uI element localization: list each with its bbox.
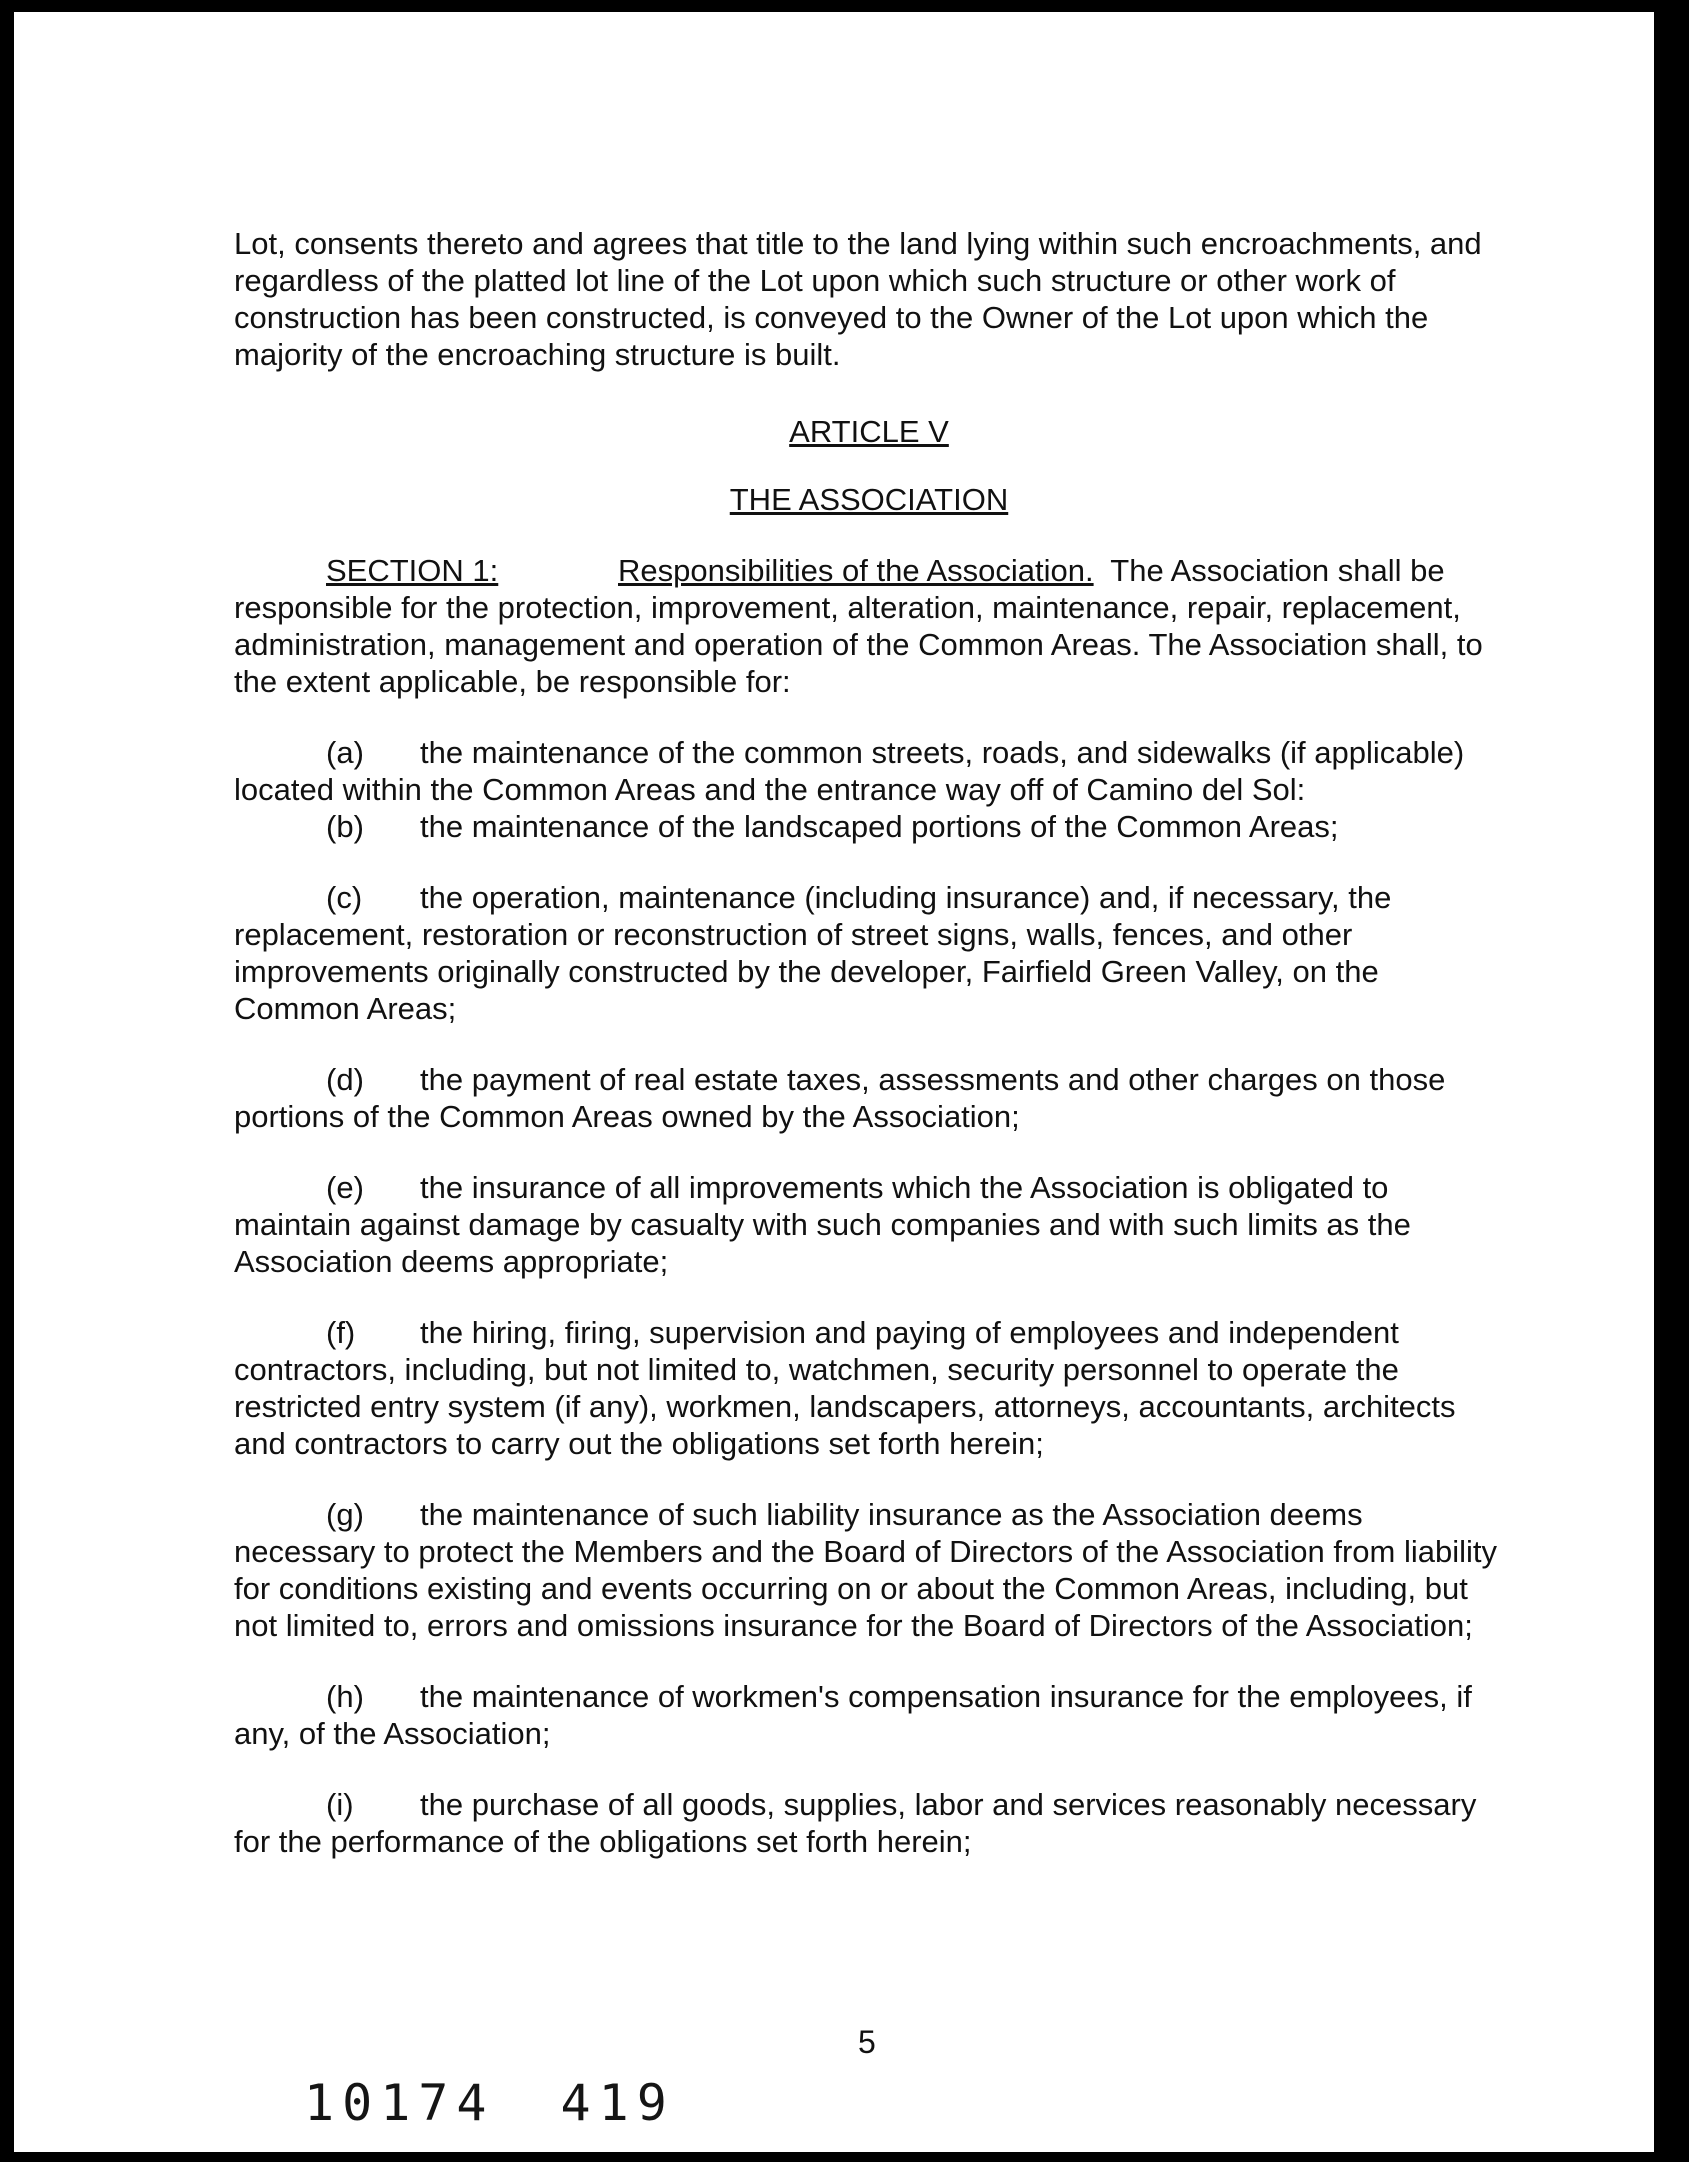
item-text: the maintenance of the landscaped portions of the Common Areas; — [420, 809, 1339, 844]
section-title: Responsibilities of the Association. — [618, 553, 1094, 588]
item-text: the purchase of all goods, supplies, labor and services reasonably necessary for the performance of the obligations set forth herein; — [234, 1787, 1477, 1859]
list-item-f — [234, 1314, 1504, 1462]
list-item-b — [234, 808, 1504, 845]
document-page — [14, 12, 1654, 2152]
page-number: 5 — [858, 2024, 876, 2060]
item-label: (g) — [326, 1497, 364, 1532]
list-item-a — [234, 734, 1504, 808]
handwritten-book-number: 10174 — [304, 2074, 495, 2132]
item-label: (h) — [326, 1679, 364, 1714]
item-label: (c) — [326, 880, 363, 915]
section-number: SECTION 1: — [326, 553, 499, 588]
item-text: the maintenance of the common streets, roads, and sidewalks (if applicable) located within the Common Areas and the entrance way off of Camino del Sol: — [234, 735, 1465, 807]
list-item-i — [234, 1786, 1504, 1860]
item-text: the maintenance of such liability insurance as the Association deems necessary to protect the Members and the Board of Directors of the Association from liability for conditions existing and events occurring on or about the Common Areas, including, but not limited to, errors and omissions insurance for the Board of Directors of the Association; — [234, 1497, 1497, 1643]
list-item-e — [234, 1169, 1504, 1280]
list-item-d — [234, 1061, 1504, 1135]
item-text: the operation, maintenance (including insurance) and, if necessary, the replacement, restoration or reconstruction of street signs, walls, fences, and other improvements originally constructed by the developer, Fairfield Green Valley, on the Common Areas; — [234, 880, 1392, 1026]
item-text: the insurance of all improvements which the Association is obligated to maintain against damage by casualty with such companies and with such limits as the Association deems appropriate; — [234, 1170, 1411, 1279]
list-item-h — [234, 1678, 1504, 1752]
document-body — [234, 225, 1504, 1860]
section-1-paragraph — [234, 552, 1504, 700]
item-label: (e) — [326, 1170, 364, 1205]
section-text: The Association shall be responsible for the protection, improvement, alteration, maintenance, repair, replacement, administration, management and operation of the Common Areas. The Association shall, to the extent applicable, be responsible for: — [234, 553, 1483, 699]
item-label: (a) — [326, 735, 364, 770]
item-text: the payment of real estate taxes, assessments and other charges on those portions of the Common Areas owned by the Association; — [234, 1062, 1446, 1134]
handwritten-page-number: 419 — [560, 2074, 675, 2132]
list-item-g — [234, 1496, 1504, 1644]
item-label: (f) — [326, 1315, 356, 1350]
article-heading: ARTICLE V — [789, 414, 949, 449]
item-label: (d) — [326, 1062, 364, 1097]
list-item-c — [234, 879, 1504, 1027]
association-heading: THE ASSOCIATION — [729, 482, 1009, 517]
item-label: (i) — [326, 1787, 354, 1822]
item-text: the hiring, firing, supervision and paying of employees and independent contractors, including, but not limited to, watchmen, security personnel to operate the restricted entry system (if any), workmen, landscapers, attorneys, accountants, architects and contractors to carry out the obligations set forth herein; — [234, 1315, 1456, 1461]
item-text: the maintenance of workmen's compensation insurance for the employees, if any, of the Association; — [234, 1679, 1472, 1751]
continuation-paragraph: Lot, consents thereto and agrees that title to the land lying within such encroachments, and regardless of the platted lot line of the Lot upon which such structure or other work of construction has been constructed, is conveyed to the Owner of the Lot upon which the majority of the encroaching structure is built. — [234, 226, 1482, 372]
item-label: (b) — [326, 809, 364, 844]
handwritten-reference-numbers — [304, 2074, 741, 2132]
